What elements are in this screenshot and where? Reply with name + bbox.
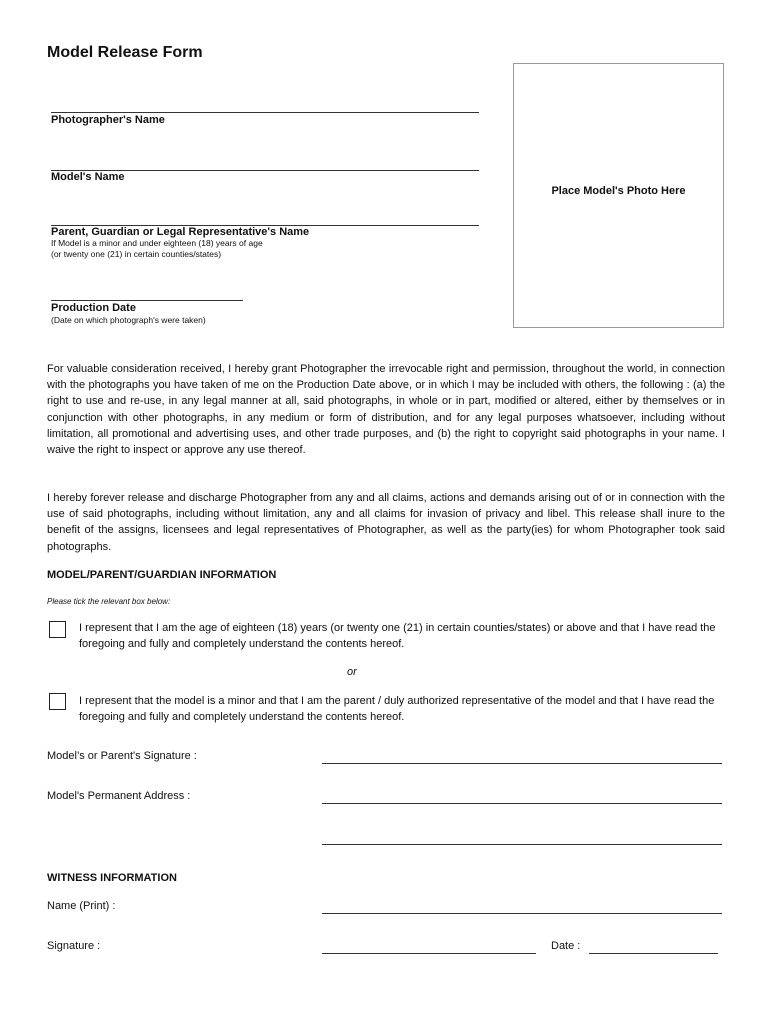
guardian-name-label: Parent, Guardian or Legal Representative's Name bbox=[51, 226, 310, 238]
witness-signature-field[interactable] bbox=[322, 940, 536, 954]
witness-name-label: Name (Print) : bbox=[47, 900, 116, 912]
guardian-name-field[interactable] bbox=[51, 212, 479, 226]
photo-placeholder-text: Place Model's Photo Here bbox=[551, 185, 686, 197]
model-info-heading: MODEL/PARENT/GUARDIAN INFORMATION bbox=[47, 569, 277, 581]
model-name-label: Model's Name bbox=[51, 171, 125, 183]
model-name-field[interactable] bbox=[51, 157, 479, 171]
minor-checkbox[interactable] bbox=[49, 693, 66, 710]
production-date-label: Production Date bbox=[51, 302, 136, 314]
adult-checkbox[interactable] bbox=[49, 621, 66, 638]
guardian-note-line2: (or twenty one (21) in certain counties/states) bbox=[51, 249, 222, 259]
model-signature-field[interactable] bbox=[322, 750, 722, 764]
photographer-name-field[interactable] bbox=[51, 99, 479, 113]
witness-info-heading: WITNESS INFORMATION bbox=[47, 872, 177, 884]
tick-note: Please tick the relevant box below: bbox=[47, 597, 171, 606]
guardian-note-line1: If Model is a minor and under eighteen (18) years of age bbox=[51, 238, 263, 248]
production-date-note: (Date on which photograph's were taken) bbox=[51, 315, 206, 325]
photographer-name-label: Photographer's Name bbox=[51, 114, 165, 126]
model-address-field-line2[interactable] bbox=[322, 831, 722, 845]
adult-option-text: I represent that I am the age of eighteen (18) years (or twenty one (21) in certain counties/states) or above and that I have read the foregoing and fully and completely understand the contents hereof. bbox=[79, 622, 716, 651]
grant-paragraph: For valuable consideration received, I hereby grant Photographer the irrevocable right and permission, throughout the world, in connection with the photographs you have taken of me on the Production Date above, or in which I may be included with others, the following : (a) the right to use and re-use, in any legal manner at all, said photographs, in whole or in part, modified or altered, either by themselves or in conjunction with other photographs, in any medium or form of distribution, and for any legal purposes whatsoever, including without limitation, all promotional and advertising uses, and other trade purposes, and (b) the right to copyright said photographs in your name. I waive the right to inspect or approve any use thereof. bbox=[47, 363, 725, 457]
witness-name-field[interactable] bbox=[322, 900, 722, 914]
model-address-field-line1[interactable] bbox=[322, 790, 722, 804]
witness-date-field[interactable] bbox=[589, 940, 718, 954]
model-signature-label: Model’s or Parent's Signature : bbox=[47, 750, 197, 762]
minor-option-text: I represent that the model is a minor and that I am the parent / duly authorized representative of the model and that I have read the foregoing and fully and completely understand the contents hereof. bbox=[79, 695, 715, 724]
witness-signature-label: Signature : bbox=[47, 940, 101, 952]
model-address-label: Model's Permanent Address : bbox=[47, 790, 191, 802]
form-title: Model Release Form bbox=[47, 44, 203, 61]
model-photo-box[interactable] bbox=[513, 63, 724, 328]
or-separator: or bbox=[347, 666, 357, 678]
witness-date-label: Date : bbox=[551, 940, 581, 952]
release-paragraph: I hereby forever release and discharge Photographer from any and all claims, actions and demands arising out of or in connection with the use of said photographs, including without limitation, any and all claims for invasion of privacy and libel. This release shall inure to the benefit of the assigns, licensees and legal representatives of Photographer, as well as the party(ies) for whom Photographer took said photographs. bbox=[47, 492, 725, 553]
production-date-field[interactable] bbox=[51, 287, 243, 301]
